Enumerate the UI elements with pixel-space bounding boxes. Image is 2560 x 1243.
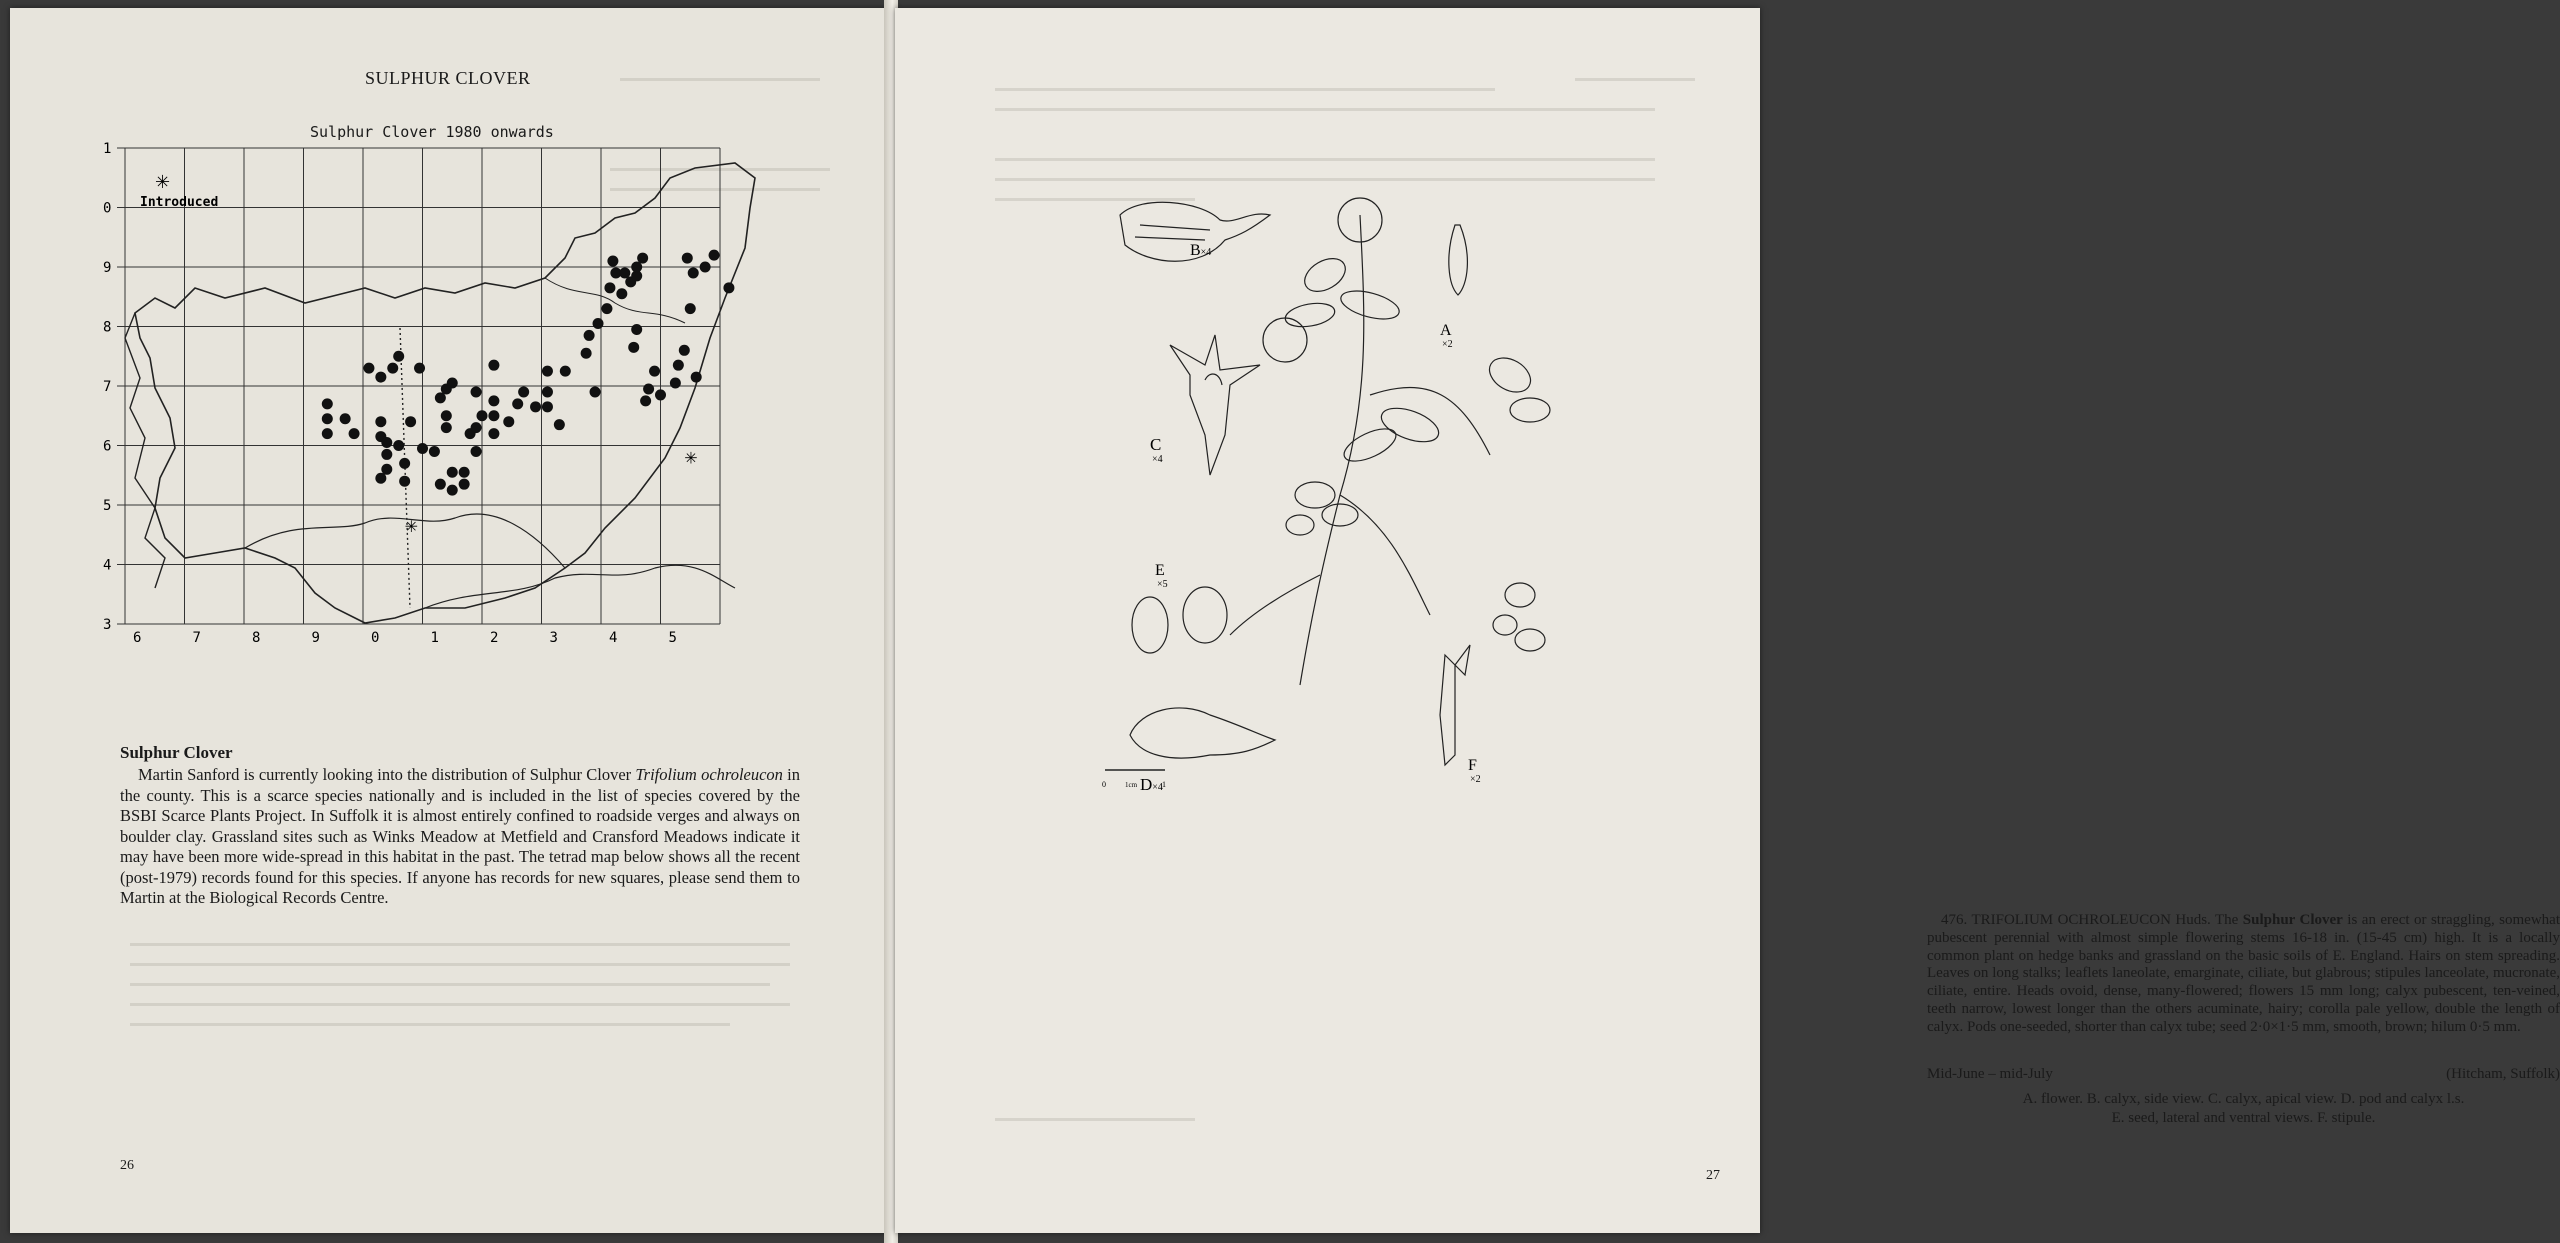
river-line: [425, 565, 735, 608]
record-dot: [393, 351, 404, 362]
record-dot: [691, 372, 702, 383]
show-through-text: [995, 108, 1655, 111]
scale-zero: 0: [1102, 780, 1106, 789]
record-dot: [584, 330, 595, 341]
record-dot: [488, 395, 499, 406]
record-dot: [723, 282, 734, 293]
show-through-text: [130, 963, 790, 966]
record-dot: [381, 437, 392, 448]
scale-one: 1: [1162, 780, 1166, 789]
leaflet: [1322, 504, 1358, 526]
calyx-apical-view-drawing: [1170, 335, 1260, 475]
left-page: [10, 8, 895, 1233]
map-title: Sulphur Clover 1980 onwards: [310, 123, 554, 141]
y-axis-label: 4: [103, 557, 112, 574]
label-C-scale: ×4: [1152, 454, 1163, 465]
x-axis-label: 2: [490, 630, 499, 646]
record-dot: [685, 303, 696, 314]
botanical-illustration: [1102, 195, 1610, 815]
record-dot: [503, 416, 514, 427]
figure-legend: [1927, 1090, 2560, 1128]
y-axis-label: 9: [103, 260, 112, 276]
record-dot: [700, 262, 711, 273]
record-dot: [405, 416, 416, 427]
leaflet: [1377, 402, 1443, 449]
show-through-text: [995, 88, 1495, 91]
specimen-locality: (Hitcham, Suffolk): [2446, 1066, 2560, 1082]
label-F: F: [1468, 757, 1477, 774]
scale-unit: 1cm: [1125, 781, 1138, 789]
record-dot: [322, 413, 333, 424]
record-dot: [488, 428, 499, 439]
x-axis-label: 5: [668, 630, 677, 646]
leaflet: [1505, 583, 1535, 607]
show-through-text: [995, 158, 1655, 161]
show-through-text: [130, 1023, 730, 1026]
leaflet: [1483, 351, 1536, 399]
county-outline-west: [125, 313, 165, 588]
record-dot: [375, 416, 386, 427]
record-dot: [640, 395, 651, 406]
record-dot: [530, 401, 541, 412]
record-dot: [604, 282, 615, 293]
record-dot: [322, 398, 333, 409]
record-dot: [682, 253, 693, 264]
running-head: SULPHUR CLOVER: [365, 68, 531, 88]
body-text-start: Martin Sanford is currently looking into the distribution of Sulphur Clover: [138, 765, 636, 784]
record-dot: [518, 386, 529, 397]
record-dot: [447, 378, 458, 389]
show-through-text: [130, 943, 790, 946]
record-dot: [512, 398, 523, 409]
record-dot: [542, 401, 553, 412]
record-dot: [459, 479, 470, 490]
record-dot: [471, 422, 482, 433]
record-dots: [322, 250, 735, 496]
record-dot: [322, 428, 333, 439]
record-dot: [590, 386, 601, 397]
record-dot: [381, 449, 392, 460]
leaflet: [1299, 252, 1351, 298]
record-dot: [616, 288, 627, 299]
leaflet: [1510, 398, 1550, 422]
y-axis-label: 6: [103, 438, 112, 455]
show-through-text: [130, 983, 770, 986]
x-axis-label: 7: [192, 630, 201, 646]
record-dot: [441, 422, 452, 433]
flower-head: [1263, 318, 1307, 362]
flowering-period: Mid-June – mid-July: [1927, 1066, 2053, 1082]
record-dot: [643, 383, 654, 394]
x-axis-label: 9: [311, 630, 320, 646]
introduced-label: Introduced: [140, 195, 219, 210]
label-D: D×4: [1140, 775, 1163, 794]
record-dot: [441, 410, 452, 421]
record-dot: [471, 446, 482, 457]
record-dot: [709, 250, 720, 261]
record-dot: [435, 479, 446, 490]
body-text-rest: in the county. This is a scarce species nationally and is included in the list of species covered by the BSBI Scarce Plants Project. In Suffolk it is almost entirely confined to roadside verges and always on boulder clay. Grassland sites such as Winks Meadow at Metfield and Cransford Meadows indicate it may have been more wide-spread in this habitat in the past. The tetrad map below shows all the recent (post-1979) records found for this species. If anyone has records for new squares, please send them to Martin at the Biological Records Centre.: [120, 765, 800, 907]
record-dot: [542, 386, 553, 397]
flower-bud: [1449, 225, 1468, 295]
record-dot: [488, 360, 499, 371]
leaflet: [1338, 286, 1402, 325]
body-paragraph: [120, 765, 800, 909]
introduced-star: ✳: [684, 448, 698, 468]
record-dot: [414, 363, 425, 374]
caption-common-name: Sulphur Clover: [2242, 912, 2343, 928]
record-dot: [417, 443, 428, 454]
species-latin-name: Trifolium ochroleucon: [635, 765, 783, 784]
x-axis-label: 8: [252, 630, 261, 646]
record-dot: [554, 419, 565, 430]
river-line: [545, 278, 685, 323]
y-axis-label: 1: [103, 141, 112, 157]
leaflet: [1283, 300, 1336, 330]
leaflet: [1295, 482, 1335, 508]
y-axis-label: 3: [103, 617, 112, 633]
x-axis-label: 3: [549, 630, 558, 646]
record-dot: [381, 464, 392, 475]
record-dot: [429, 446, 440, 457]
record-dot: [679, 345, 690, 356]
record-dot: [670, 378, 681, 389]
record-dot: [447, 485, 458, 496]
leaflet: [1286, 515, 1314, 535]
record-dot: [363, 363, 374, 374]
stipule-drawing: [1440, 645, 1470, 765]
label-A: A: [1440, 322, 1452, 339]
y-axis-label: 7: [103, 379, 112, 395]
label-E: E: [1155, 562, 1165, 579]
record-dot: [488, 410, 499, 421]
label-F-scale: ×2: [1470, 774, 1481, 785]
page-number-right: 27: [1706, 1168, 1720, 1183]
record-dot: [393, 440, 404, 451]
x-axis-label: 6: [133, 630, 142, 646]
show-through-text: [995, 1118, 1195, 1121]
record-dot: [349, 428, 360, 439]
y-axis-label: 8: [103, 319, 112, 336]
section-heading: Sulphur Clover: [120, 743, 233, 762]
y-axis-label: 5: [103, 498, 112, 514]
record-dot: [387, 363, 398, 374]
record-dot: [649, 366, 660, 377]
show-through-text: [620, 78, 820, 81]
y-axis-label: 0: [103, 200, 112, 217]
record-dot: [399, 458, 410, 469]
record-dot: [471, 386, 482, 397]
record-dot: [560, 366, 571, 377]
caption-text-start: 476. TRIFOLIUM OCHROLEUCON Huds. The: [1941, 912, 2243, 928]
show-through-text: [130, 1003, 790, 1006]
seed-ventral-drawing: [1183, 587, 1227, 643]
label-B: B×4: [1190, 242, 1212, 259]
record-dot: [399, 476, 410, 487]
leaflet: [1515, 629, 1545, 651]
record-dot: [631, 324, 642, 335]
record-dot: [593, 318, 604, 329]
page-number-left: 26: [120, 1158, 134, 1173]
record-dot: [542, 366, 553, 377]
x-axis-label: 4: [609, 630, 618, 646]
x-axis-label: 1: [430, 630, 439, 646]
legend-line-1: A. flower. B. calyx, side view. C. calyx, apical view. D. pod and calyx l.s.: [2022, 1091, 2465, 1107]
leaflet: [1493, 615, 1517, 635]
record-dot: [375, 372, 386, 383]
figure-caption: [1927, 912, 2560, 1037]
record-dot: [607, 256, 618, 267]
pod-section-drawing: [1130, 708, 1275, 758]
x-axis-label: 0: [371, 630, 380, 646]
record-dot: [688, 267, 699, 278]
record-dot: [581, 348, 592, 359]
record-dot: [340, 413, 351, 424]
show-through-text: [995, 178, 1655, 181]
caption-foot: [1927, 1066, 2560, 1083]
legend-line-2: E. seed, lateral and ventral views. F. stipule.: [2111, 1110, 2376, 1126]
record-dot: [477, 410, 488, 421]
record-dot: [447, 467, 458, 478]
record-dot: [628, 342, 639, 353]
record-dot: [631, 262, 642, 273]
record-dot: [673, 360, 684, 371]
show-through-text: [1575, 78, 1695, 81]
introduced-star: ✳: [155, 172, 171, 193]
map-grid: [103, 141, 720, 646]
label-C: C: [1150, 435, 1162, 454]
label-E-scale: ×5: [1157, 579, 1168, 590]
plant-stem: [1230, 215, 1490, 685]
tetrad-distribution-map: [95, 138, 785, 708]
seed-lateral-drawing: [1132, 597, 1168, 653]
record-dot: [601, 303, 612, 314]
label-A-scale: ×2: [1442, 339, 1453, 350]
record-dot: [459, 467, 470, 478]
caption-text-rest: is an erect or straggling, somewhat pubescent perennial with almost simple flowering stems 16-18 in. (15-45 cm) high. It is a locally common plant on hedge banks and grassland on the basic soils of E. England. Hairs on stem spreading. Leaves on long stalks; leaflets laneolate, emarginate, ciliate, but glabrous; stipules lanceolate, mucronate, ciliate, entire. Heads ovoid, dense, many-flowered; flowers 15 mm long; calyx pubescent, ten-veined, teeth narrow, lowest longer than the others acuminate, hairy; corolla pale yellow, double the length of calyx. Pods one-seeded, shorter than calyx tube; seed 2·0×1·5 mm, smooth, brown; hilum 0·5 mm.: [1927, 912, 2560, 1035]
introduced-star: ✳: [404, 516, 419, 536]
record-dot: [655, 389, 666, 400]
